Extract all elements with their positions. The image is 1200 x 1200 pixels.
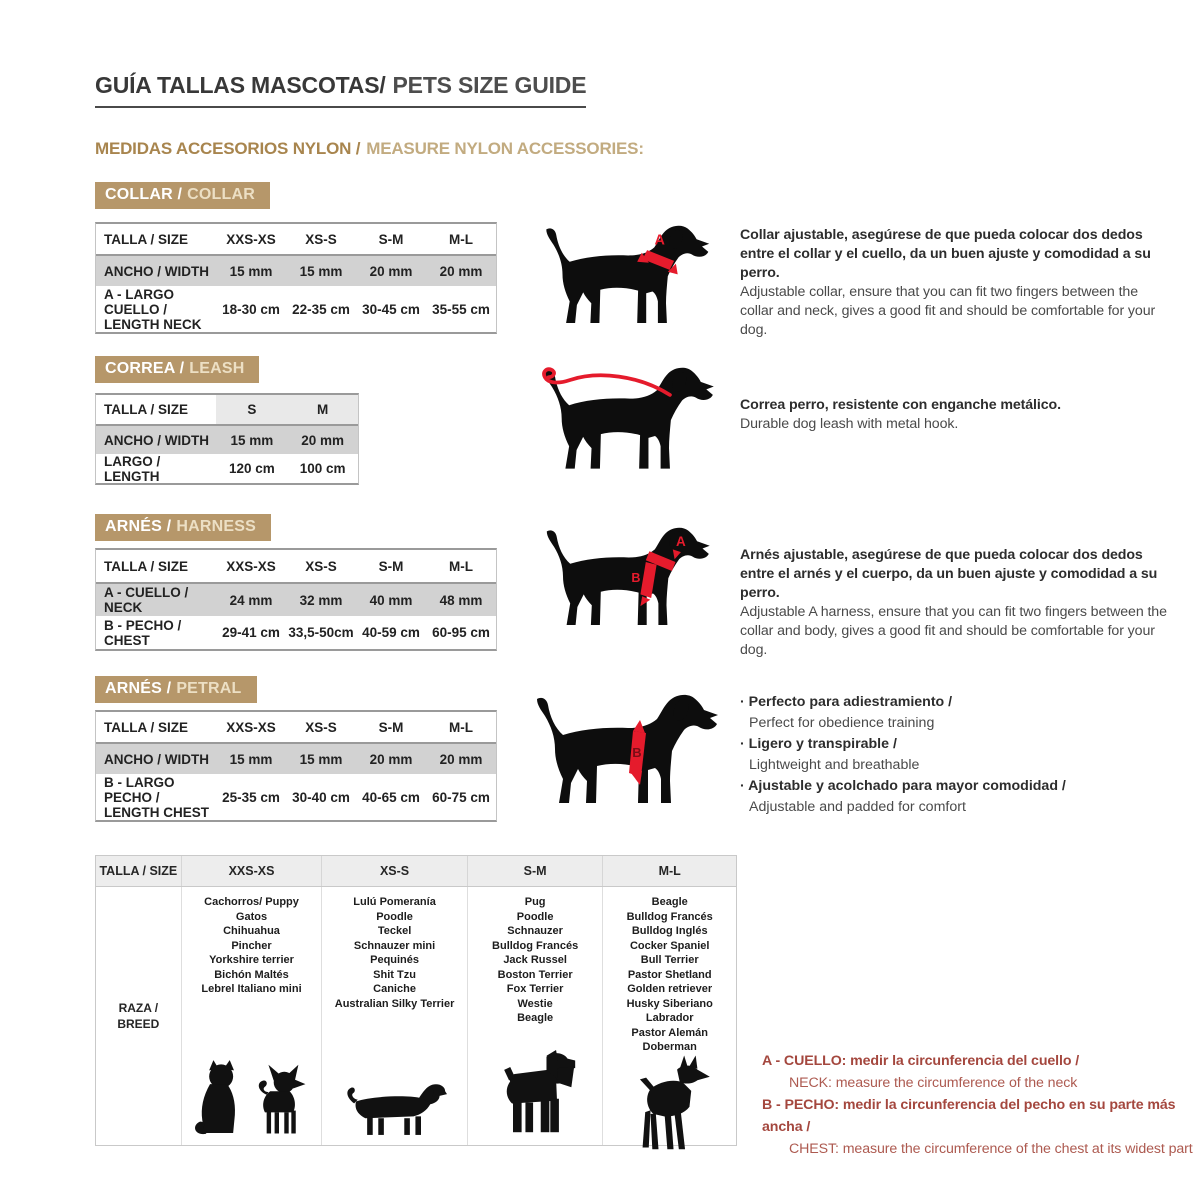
page-subtitle-en: MEASURE NYLON ACCESSORIES: (366, 139, 644, 158)
breed-table-body (96, 887, 736, 1145)
bullet-en: Perfect for obedience training (749, 715, 935, 731)
col-header: S-M (378, 231, 404, 247)
cell-value: 29-41 cm (222, 625, 280, 640)
table-row (96, 224, 496, 256)
breed-item: Shit Tzu (373, 968, 416, 981)
table-row (96, 616, 496, 649)
harness-dog-diagram-icon (540, 526, 712, 634)
breed-item: Golden retriever (627, 983, 713, 995)
leash-description (740, 396, 1172, 434)
breed-item: Australian Silky Terrier (334, 997, 455, 1010)
col-header: M-L (449, 558, 473, 574)
collar-desc-es: Collar ajustable, asegúrese de que pueda colocar dos dedos entre el collar y el cuello, da un buen ajuste y comodidad a su perro. (740, 227, 1151, 281)
table-row (96, 584, 496, 616)
breed-item: Doberman (642, 1041, 697, 1053)
leash-desc-es: Correa perro, resistente con enganche metálico. (740, 397, 1061, 413)
bullet-es: · Ajustable y acolchado para mayor comodidad / (740, 776, 1172, 797)
cell-value: 15 mm (299, 751, 343, 767)
row-label: B - PECHO / CHEST (104, 617, 182, 648)
table-row (96, 286, 496, 332)
footnote-a-es: A - CUELLO: medir la circunferencia del cuello / (762, 1053, 1080, 1069)
col-header: XS-S (305, 719, 337, 735)
breed-item: Gatos (235, 910, 268, 923)
breed-silhouettes (343, 1079, 447, 1145)
breed-col-label (96, 887, 182, 1145)
measuring-footnotes (762, 1050, 1198, 1160)
breed-list (627, 887, 713, 1055)
petral-dog-diagram-icon (530, 692, 720, 814)
petral-size-table (95, 710, 497, 822)
cell-value: 100 cm (299, 461, 346, 476)
cell-value: 15 mm (229, 751, 273, 767)
col-header: XS-S (305, 558, 337, 574)
schnauzer-icon (491, 1049, 579, 1137)
row-label: ANCHO / WIDTH (104, 432, 209, 448)
cell-value: 60-75 cm (432, 789, 490, 805)
cell-value: 18-30 cm (222, 301, 280, 317)
collar-size-table (95, 222, 497, 334)
cell-value: 48 mm (439, 592, 483, 608)
row-label: A - LARGO CUELLO / LENGTH NECK (104, 286, 202, 332)
breed-item: Beagle (651, 896, 688, 908)
cell-value: 20 mm (439, 263, 483, 279)
row-label: A - CUELLO / NECK (104, 585, 189, 615)
col-header: XS-S (322, 856, 468, 886)
cell-value: 32 mm (299, 592, 343, 608)
cell-value: 24 mm (229, 592, 273, 608)
bullet-es: · Perfecto para adiestramiento / (740, 692, 1172, 713)
doberman-icon (624, 1055, 716, 1155)
breed-item: Pincher (231, 939, 272, 952)
table-row (96, 774, 496, 820)
col-header: XXS-XS (226, 231, 276, 247)
leash-dog-diagram-icon (528, 366, 726, 478)
collar-section-badge (95, 182, 270, 209)
petral-badge-en: PETRAL (176, 680, 242, 697)
bullet-en: Adjustable and padded for comfort (749, 799, 966, 815)
table-row (96, 744, 496, 774)
breed-item: Poodle (376, 910, 413, 923)
col-header: TALLA / SIZE (104, 402, 188, 417)
leash-badge-es: CORREA / (105, 360, 185, 377)
breed-item: Pastor Shetland (627, 968, 712, 981)
harness-desc-en: Adjustable A harness, ensure that you can fit two fingers between the collar and body, gives a good fit and should be comfortable for your dog. (740, 604, 1167, 658)
cell-value: 15 mm (229, 263, 273, 279)
page-subtitle (95, 139, 644, 159)
row-label: RAZA / BREED (117, 1001, 160, 1031)
breed-item: Fox Terrier (506, 983, 564, 995)
breed-silhouettes (192, 1057, 312, 1145)
marker-letter-a: A (676, 533, 686, 549)
breed-list (492, 887, 578, 1026)
cell-value: 20 mm (369, 751, 413, 767)
table-row (96, 256, 496, 286)
petral-bullets (740, 692, 1172, 818)
breed-item: Bulldog Inglés (631, 925, 708, 937)
breed-item: Schnauzer mini (353, 939, 436, 952)
page-title-es: GUÍA TALLAS MASCOTAS/ (95, 72, 386, 98)
cell-value: 20 mm (439, 751, 483, 767)
cell-value: 40-59 cm (362, 625, 420, 640)
cell-value: 40-65 cm (362, 789, 420, 805)
col-header: TALLA / SIZE (104, 231, 188, 247)
table-row (96, 395, 358, 426)
breed-item: Cachorros/ Puppy (204, 896, 299, 908)
table-row (96, 550, 496, 584)
cell-value: 25-35 cm (222, 789, 280, 805)
breed-table-header (96, 856, 736, 887)
col-header: S-M (378, 558, 404, 574)
footnote-b-en: CHEST: measure the circumference of the chest at its widest part (789, 1141, 1193, 1157)
col-header: M-L (658, 864, 681, 878)
breed-item: Bichón Maltés (214, 968, 289, 981)
breed-col-xxs-xs (182, 887, 323, 1145)
breed-item: Bull Terrier (640, 954, 699, 966)
breed-item: Beagle (517, 1012, 554, 1024)
cell-value: 30-45 cm (362, 301, 420, 317)
breed-col-m-l (603, 887, 736, 1145)
breed-item: Labrador (645, 1012, 694, 1024)
breed-item: Pug (524, 896, 546, 908)
table-row (96, 426, 358, 454)
breed-item: Westie (517, 997, 553, 1010)
footnote-a-en: NECK: measure the circumference of the neck (789, 1075, 1078, 1091)
col-header: XXS-XS (226, 719, 276, 735)
cell-value: 22-35 cm (292, 301, 350, 317)
breed-item: Bulldog Francés (492, 939, 579, 952)
breed-silhouettes (491, 1049, 579, 1145)
marker-letter-a: A (654, 232, 665, 249)
leash-badge-en: LEASH (189, 360, 245, 377)
dachshund-icon (343, 1079, 447, 1137)
harness-size-table (95, 548, 497, 651)
cell-value: 30-40 cm (292, 789, 350, 805)
leash-size-table (95, 393, 359, 485)
row-label: LARGO / LENGTH (104, 453, 161, 484)
table-row (96, 712, 496, 744)
harness-desc-es: Arnés ajustable, asegúrese de que pueda colocar dos dedos entre el arnés y el cuerpo, da un buen ajuste y comodidad a su perro. (740, 547, 1158, 601)
collar-description (740, 226, 1172, 340)
cell-value: 15 mm (299, 263, 343, 279)
harness-badge-en: HARNESS (176, 518, 256, 535)
breed-item: Pequinés (370, 954, 420, 966)
petral-section-badge (95, 676, 257, 703)
breed-item: Schnauzer (507, 925, 563, 937)
breed-item: Caniche (373, 983, 416, 995)
table-row (96, 454, 358, 483)
col-header: S-M (468, 856, 604, 886)
row-label: ANCHO / WIDTH (104, 263, 209, 279)
collar-desc-en: Adjustable collar, ensure that you can fit two fingers between the collar and neck, gives a good fit and should be comfortable for your dog. (740, 284, 1156, 338)
breed-item: Cocker Spaniel (629, 939, 710, 952)
collar-badge-en: COLLAR (187, 186, 256, 203)
cell-value: 15 mm (230, 432, 274, 448)
col-header: XS-S (305, 231, 337, 247)
breed-item: Lebrel Italiano mini (201, 983, 302, 995)
col-header: XXS-XS (226, 558, 276, 574)
bullet-en: Lightweight and breathable (749, 757, 920, 773)
leash-desc-en: Durable dog leash with metal hook. (740, 416, 959, 432)
col-header: M-L (449, 719, 473, 735)
row-label: ANCHO / WIDTH (104, 751, 209, 767)
cell-value: 35-55 cm (432, 301, 490, 317)
col-header: TALLA / SIZE (96, 856, 182, 886)
col-header: TALLA / SIZE (104, 719, 188, 735)
cell-value: 20 mm (369, 263, 413, 279)
chihuahua-icon (246, 1063, 312, 1137)
col-header: S (216, 395, 287, 424)
col-header: TALLA / SIZE (104, 558, 188, 574)
collar-badge-es: COLLAR / (105, 186, 183, 203)
breed-list (335, 887, 455, 1011)
collar-dog-diagram-icon (538, 224, 713, 332)
breed-silhouettes (624, 1055, 716, 1163)
row-label: B - LARGO PECHO / LENGTH CHEST (104, 774, 210, 820)
breed-list (201, 887, 301, 997)
col-header: M-L (449, 231, 473, 247)
col-header: M (287, 395, 358, 424)
breed-item: Bulldog Francés (626, 910, 713, 923)
harness-description (740, 546, 1172, 660)
breed-col-xs-s (322, 887, 468, 1145)
breed-item: Jack Russel (503, 954, 567, 966)
cell-value: 40 mm (369, 592, 413, 608)
harness-section-badge (95, 514, 271, 541)
page-title (95, 72, 586, 108)
page-subtitle-es: MEDIDAS ACCESORIOS NYLON / (95, 139, 361, 158)
col-header: S-M (378, 719, 404, 735)
breed-item: Yorkshire terrier (209, 954, 294, 966)
cat-icon (192, 1057, 240, 1137)
leash-section-badge (95, 356, 259, 383)
marker-letter-b: B (632, 745, 642, 760)
breed-item: Boston Terrier (497, 968, 573, 981)
footnote-b-es: B - PECHO: medir la circunferencia del pecho en su parte más ancha / (762, 1097, 1176, 1135)
breed-item: Lulú Pomeranía (353, 896, 436, 908)
cell-value: 120 cm (228, 461, 275, 476)
breed-col-s-m (468, 887, 604, 1145)
bullet-es: · Ligero y transpirable / (740, 734, 1172, 755)
harness-badge-es: ARNÉS / (105, 518, 172, 535)
cell-value: 60-95 cm (432, 625, 490, 640)
breed-item: Poodle (516, 910, 554, 923)
breed-item: Teckel (377, 925, 412, 937)
breed-item: Chihuahua (223, 925, 280, 937)
breed-item: Husky Siberiano (626, 997, 713, 1010)
breed-table (95, 855, 737, 1146)
cell-value: 33,5-50cm (288, 625, 354, 640)
breed-item: Pastor Alemán (631, 1026, 709, 1039)
marker-letter-b: B (631, 570, 641, 585)
page-title-en: PETS SIZE GUIDE (392, 72, 587, 98)
cell-value: 20 mm (301, 432, 344, 448)
petral-badge-es: ARNÉS / (105, 680, 172, 697)
col-header: XXS-XS (182, 856, 323, 886)
